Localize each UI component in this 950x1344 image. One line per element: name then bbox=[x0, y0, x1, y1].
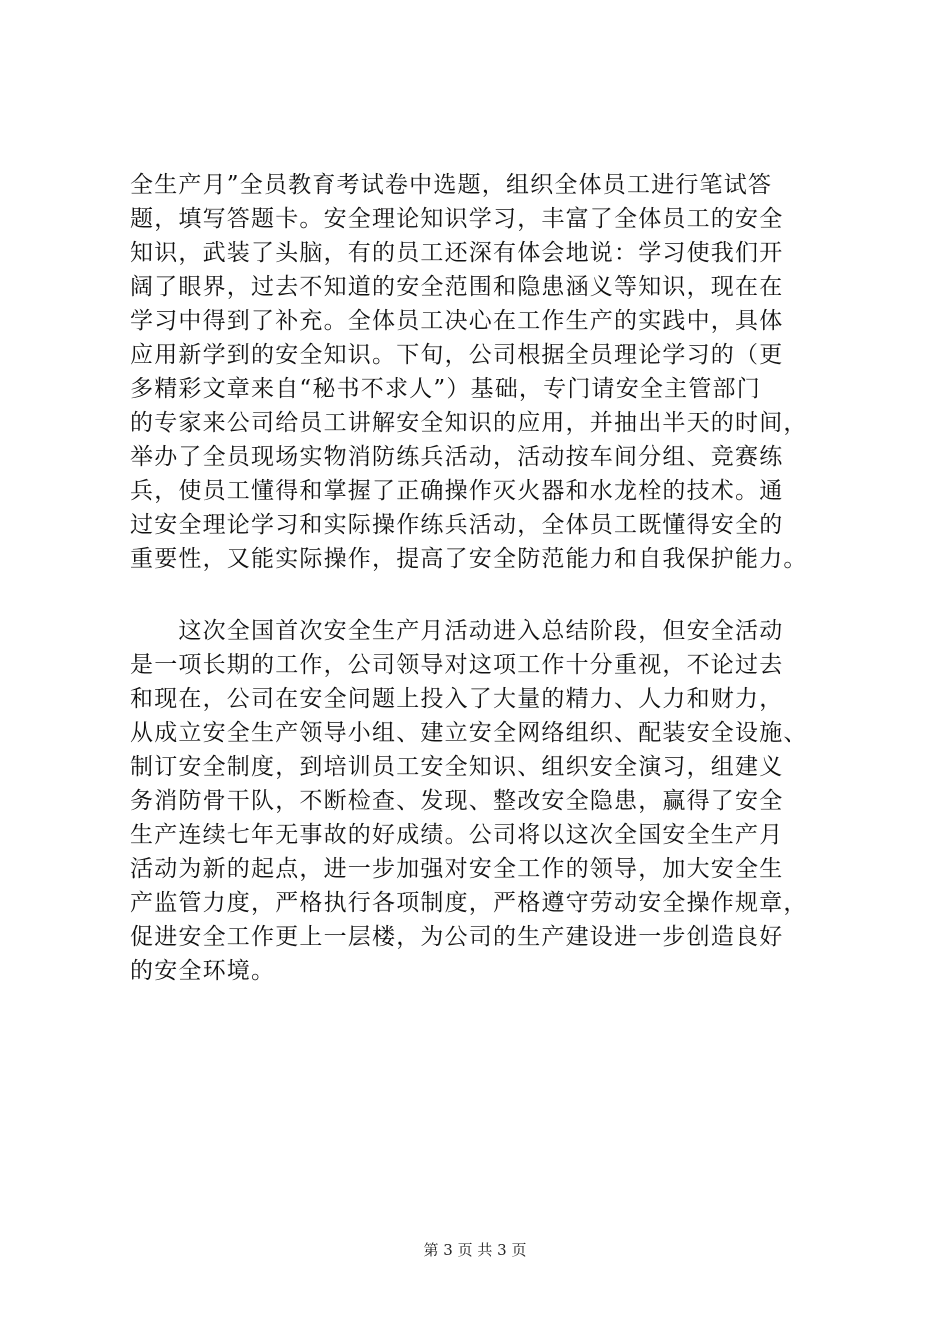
paragraph-line: 重要性，又能实际操作，提高了安全防范能力和自我保护能力。 bbox=[130, 546, 808, 572]
paragraph-line: 产监管力度，严格执行各项制度，严格遵守劳动安全操作规章， bbox=[130, 890, 808, 916]
paragraph-line: 应用新学到的安全知识。下旬，公司根据全员理论学习的（更 bbox=[130, 342, 784, 368]
paragraph-line: 的专家来公司给员工讲解安全知识的应用，并抽出半天的时间， bbox=[130, 410, 808, 436]
page-number-label: 第 3 页 共 3 页 bbox=[423, 1241, 527, 1259]
paragraph-spacer bbox=[130, 576, 844, 614]
paragraph-line: 和现在，公司在安全问题上投入了大量的精力、人力和财力， bbox=[130, 686, 784, 712]
paragraph-line: 活动为新的起点，进一步加强对安全工作的领导，加大安全生 bbox=[130, 856, 784, 882]
paragraph-2 bbox=[130, 614, 844, 988]
page-footer bbox=[0, 1240, 950, 1260]
paragraph-line: 学习中得到了补充。全体员工决心在工作生产的实践中，具体 bbox=[130, 308, 784, 334]
paragraph-line: 多精彩文章来自“秘书不求人”）基础，专门请安全主管部门 bbox=[130, 376, 761, 402]
paragraph-line: 务消防骨干队，不断检查、发现、整改安全隐患，赢得了安全 bbox=[130, 788, 784, 814]
paragraph-line: 是一项长期的工作，公司领导对这项工作十分重视，不论过去 bbox=[130, 652, 784, 678]
paragraph-line: 全生产月”全员教育考试卷中选题，组织全体员工进行笔试答 bbox=[130, 172, 773, 198]
paragraph-line: 过安全理论学习和实际操作练兵活动，全体员工既懂得安全的 bbox=[130, 512, 784, 538]
paragraph-line: 阔了眼界，过去不知道的安全范围和隐患涵义等知识，现在在 bbox=[130, 274, 784, 300]
paragraph-line: 这次全国首次安全生产月活动进入总结阶段，但安全活动 bbox=[130, 618, 784, 644]
paragraph-line: 促进安全工作更上一层楼，为公司的生产建设进一步创造良好 bbox=[130, 924, 784, 950]
paragraph-line: 题，填写答题卡。安全理论知识学习，丰富了全体员工的安全 bbox=[130, 206, 784, 232]
paragraph-line: 的安全环境。 bbox=[130, 958, 276, 984]
paragraph-line: 知识，武装了头脑，有的员工还深有体会地说：学习使我们开 bbox=[130, 240, 784, 266]
paragraph-line: 兵，使员工懂得和掌握了正确操作灭火器和水龙栓的技术。通 bbox=[130, 478, 784, 504]
paragraph-line: 制订安全制度，到培训员工安全知识、组织安全演习，组建义 bbox=[130, 754, 784, 780]
paragraph-line: 从成立安全生产领导小组、建立安全网络组织、配装安全设施、 bbox=[130, 720, 808, 746]
paragraph-line: 举办了全员现场实物消防练兵活动，活动按车间分组、竞赛练 bbox=[130, 444, 784, 470]
paragraph-1 bbox=[130, 168, 844, 576]
document-body bbox=[130, 168, 844, 988]
paragraph-line: 生产连续七年无事故的好成绩。公司将以这次全国安全生产月 bbox=[130, 822, 784, 848]
